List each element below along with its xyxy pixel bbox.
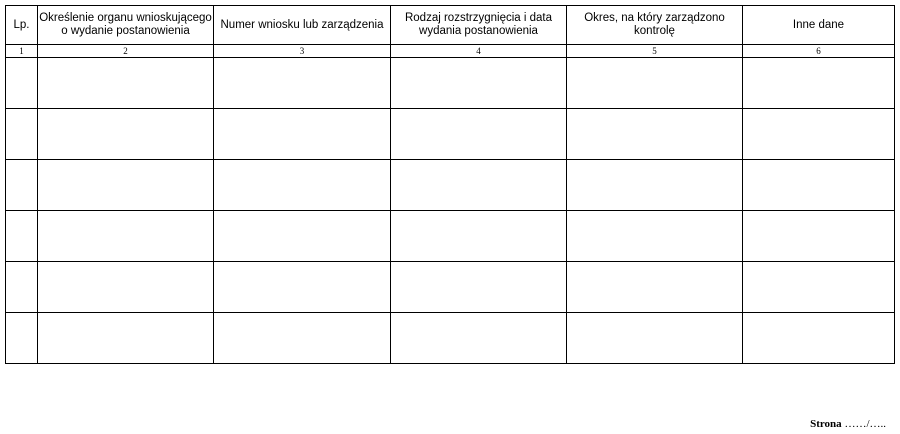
table-cell xyxy=(391,211,567,262)
table-cell xyxy=(391,109,567,160)
column-number: 4 xyxy=(391,45,567,58)
table-cell xyxy=(214,262,391,313)
header-inne-dane: Inne dane xyxy=(743,6,895,45)
table-cell xyxy=(743,211,895,262)
page-label: Strona xyxy=(810,418,842,430)
table-cell xyxy=(567,262,743,313)
column-number: 1 xyxy=(6,45,38,58)
column-number: 3 xyxy=(214,45,391,58)
table-cell xyxy=(567,160,743,211)
page-footer xyxy=(810,418,886,430)
table-cell xyxy=(567,58,743,109)
table-row xyxy=(6,313,895,364)
header-row xyxy=(6,6,895,45)
table-cell xyxy=(38,109,214,160)
table-cell xyxy=(743,262,895,313)
table-row xyxy=(6,262,895,313)
header-lp: Lp. xyxy=(6,6,38,45)
column-number: 2 xyxy=(38,45,214,58)
table-cell xyxy=(391,160,567,211)
table-cell xyxy=(6,262,38,313)
table-body xyxy=(6,58,895,364)
table-cell xyxy=(38,313,214,364)
table-cell xyxy=(214,160,391,211)
column-number: 5 xyxy=(567,45,743,58)
table-row xyxy=(6,211,895,262)
column-number-row xyxy=(6,45,895,58)
table-cell xyxy=(214,58,391,109)
table-cell xyxy=(743,58,895,109)
page-number-placeholder: ……/….. xyxy=(844,418,886,430)
table-cell xyxy=(391,58,567,109)
header-organ: Określenie organu wnioskującego o wydanie postanowienia xyxy=(38,6,214,45)
table-cell xyxy=(391,313,567,364)
table-cell xyxy=(38,211,214,262)
table-cell xyxy=(38,262,214,313)
header-okres-kontroli: Okres, na który zarządzono kontrolę xyxy=(567,6,743,45)
table-cell xyxy=(214,313,391,364)
table-cell xyxy=(567,211,743,262)
header-numer-wniosku: Numer wniosku lub zarządzenia xyxy=(214,6,391,45)
table-cell xyxy=(6,211,38,262)
table-cell xyxy=(6,58,38,109)
table-cell xyxy=(743,313,895,364)
header-rodzaj-rozstrzygniecia: Rodzaj rozstrzygnięcia i data wydania postanowienia xyxy=(391,6,567,45)
table-cell xyxy=(38,160,214,211)
column-number: 6 xyxy=(743,45,895,58)
table-cell xyxy=(743,160,895,211)
table-cell xyxy=(743,109,895,160)
table-cell xyxy=(6,313,38,364)
table-row xyxy=(6,160,895,211)
table-row xyxy=(6,109,895,160)
table-cell xyxy=(6,160,38,211)
table-cell xyxy=(6,109,38,160)
table-cell xyxy=(391,262,567,313)
table-cell xyxy=(567,109,743,160)
table-cell xyxy=(567,313,743,364)
table-cell xyxy=(214,211,391,262)
register-table xyxy=(5,5,895,364)
table-cell xyxy=(214,109,391,160)
table-row xyxy=(6,58,895,109)
table-cell xyxy=(38,58,214,109)
